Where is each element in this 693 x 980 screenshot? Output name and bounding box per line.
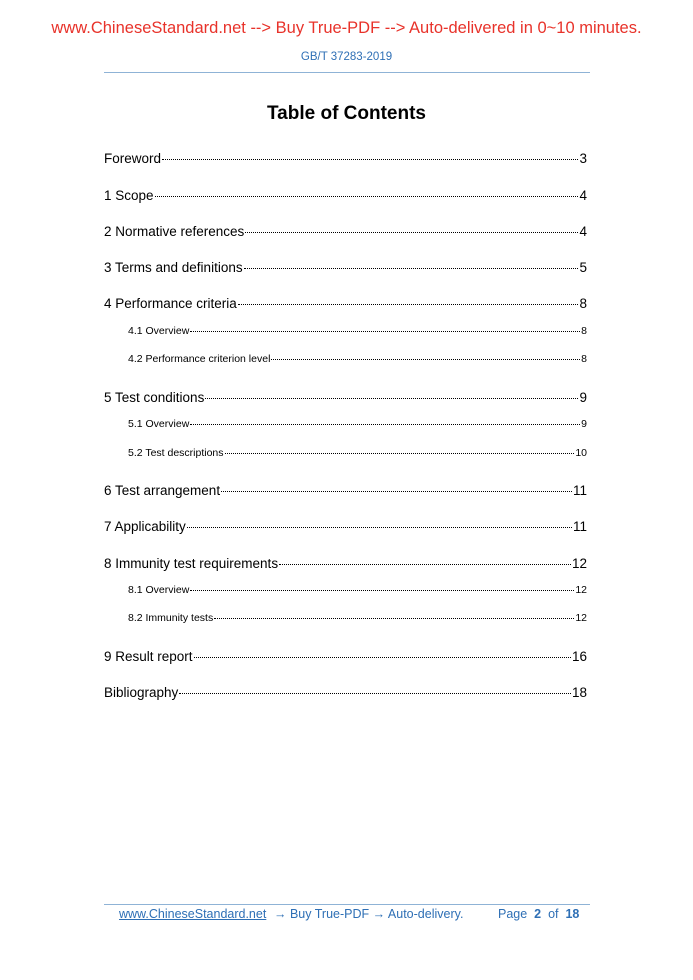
toc-leader-dots [214,618,574,619]
page-indicator [498,907,579,921]
toc-entry-page: 12 [575,612,587,624]
toc-entry-label: 7 Applicability [104,519,186,534]
promo-banner[interactable]: www.ChineseStandard.net --> Buy True-PDF --> Auto-delivered in 0~10 minutes. [51,19,642,37]
toc-leader-dots [190,590,574,591]
toc-entry-page: 8 [579,296,587,311]
toc-entry[interactable] [104,519,587,534]
toc-leader-dots [245,232,578,233]
toc-entry[interactable] [128,612,587,624]
toc-entry[interactable] [104,483,587,498]
toc-entry-page: 10 [575,447,587,459]
toc-entry-page: 18 [571,685,587,700]
toc-entry[interactable] [104,260,587,275]
toc-entry-page: 9 [581,418,587,430]
footer-divider [104,904,590,905]
toc-leader-dots [225,453,575,454]
toc-entry[interactable] [104,685,587,700]
toc-entry[interactable] [104,224,587,239]
toc-leader-dots [271,359,580,360]
toc-leader-dots [221,491,572,492]
toc-entry-label: Bibliography [104,685,179,700]
toc-entry-page: 16 [571,649,587,664]
toc-leader-dots [187,527,572,528]
toc-entry-page: 11 [572,519,587,534]
toc-entry-label: 2 Normative references [104,224,245,239]
toc-entry-page: 3 [579,151,587,166]
toc-leader-dots [162,159,578,160]
footer-website-link[interactable]: www.ChineseStandard.net [119,907,267,921]
page-current: 2 [534,907,542,921]
toc-entry[interactable] [128,325,587,337]
page-title: Table of Contents [266,103,427,124]
toc-entry[interactable] [104,649,587,664]
toc-entry[interactable] [104,296,587,311]
toc-entry-page: 8 [581,325,587,337]
page-footer [104,907,590,927]
toc-entry-label: 5 Test conditions [104,390,205,405]
toc-leader-dots [238,304,579,305]
toc-entry-page: 4 [579,188,587,203]
toc-entry[interactable] [104,556,587,571]
toc-entry-label: 6 Test arrangement [104,483,221,498]
toc-entry[interactable] [104,151,587,166]
toc-leader-dots [190,424,580,425]
toc-entry[interactable] [128,353,587,365]
toc-entry-label: Foreword [104,151,162,166]
toc-leader-dots [279,564,571,565]
toc-entry-label: 5.1 Overview [128,418,190,430]
toc-leader-dots [179,693,571,694]
toc-entry-page: 4 [579,224,587,239]
toc-leader-dots [205,398,578,399]
toc-entry[interactable] [104,390,587,405]
toc-entry-label: 4.2 Performance criterion level [128,353,271,365]
toc-leader-dots [244,268,579,269]
toc-entry-page: 9 [579,390,587,405]
toc-entry-page: 8 [581,353,587,365]
toc-entry-label: 8.1 Overview [128,584,190,596]
toc-leader-dots [190,331,580,332]
document-id: GB/T 37283-2019 [300,51,393,63]
page-label: Page [498,907,528,921]
page-total: 18 [565,907,580,921]
toc-entry[interactable] [104,188,587,203]
toc-entry-page: 11 [572,483,587,498]
toc-entry-page: 12 [571,556,587,571]
toc-entry-label: 4.1 Overview [128,325,190,337]
toc-entry[interactable] [128,418,587,430]
toc-entry-label: 3 Terms and definitions [104,260,243,275]
toc-entry-label: 5.2 Test descriptions [128,447,224,459]
toc-entry-label: 8.2 Immunity tests [128,612,214,624]
toc-leader-dots [155,196,579,197]
page-of-label: of [548,907,559,921]
footer-tagline: → Buy True-PDF → Auto-delivery. [274,907,464,921]
toc-leader-dots [194,657,571,658]
toc-entry[interactable] [128,447,587,459]
toc-entry-page: 5 [579,260,587,275]
toc-entry-label: 4 Performance criteria [104,296,237,311]
toc-entry-page: 12 [575,584,587,596]
toc-entry-label: 8 Immunity test requirements [104,556,279,571]
toc-entry-label: 1 Scope [104,188,154,203]
toc-entry[interactable] [128,584,587,596]
toc-entry-label: 9 Result report [104,649,193,664]
